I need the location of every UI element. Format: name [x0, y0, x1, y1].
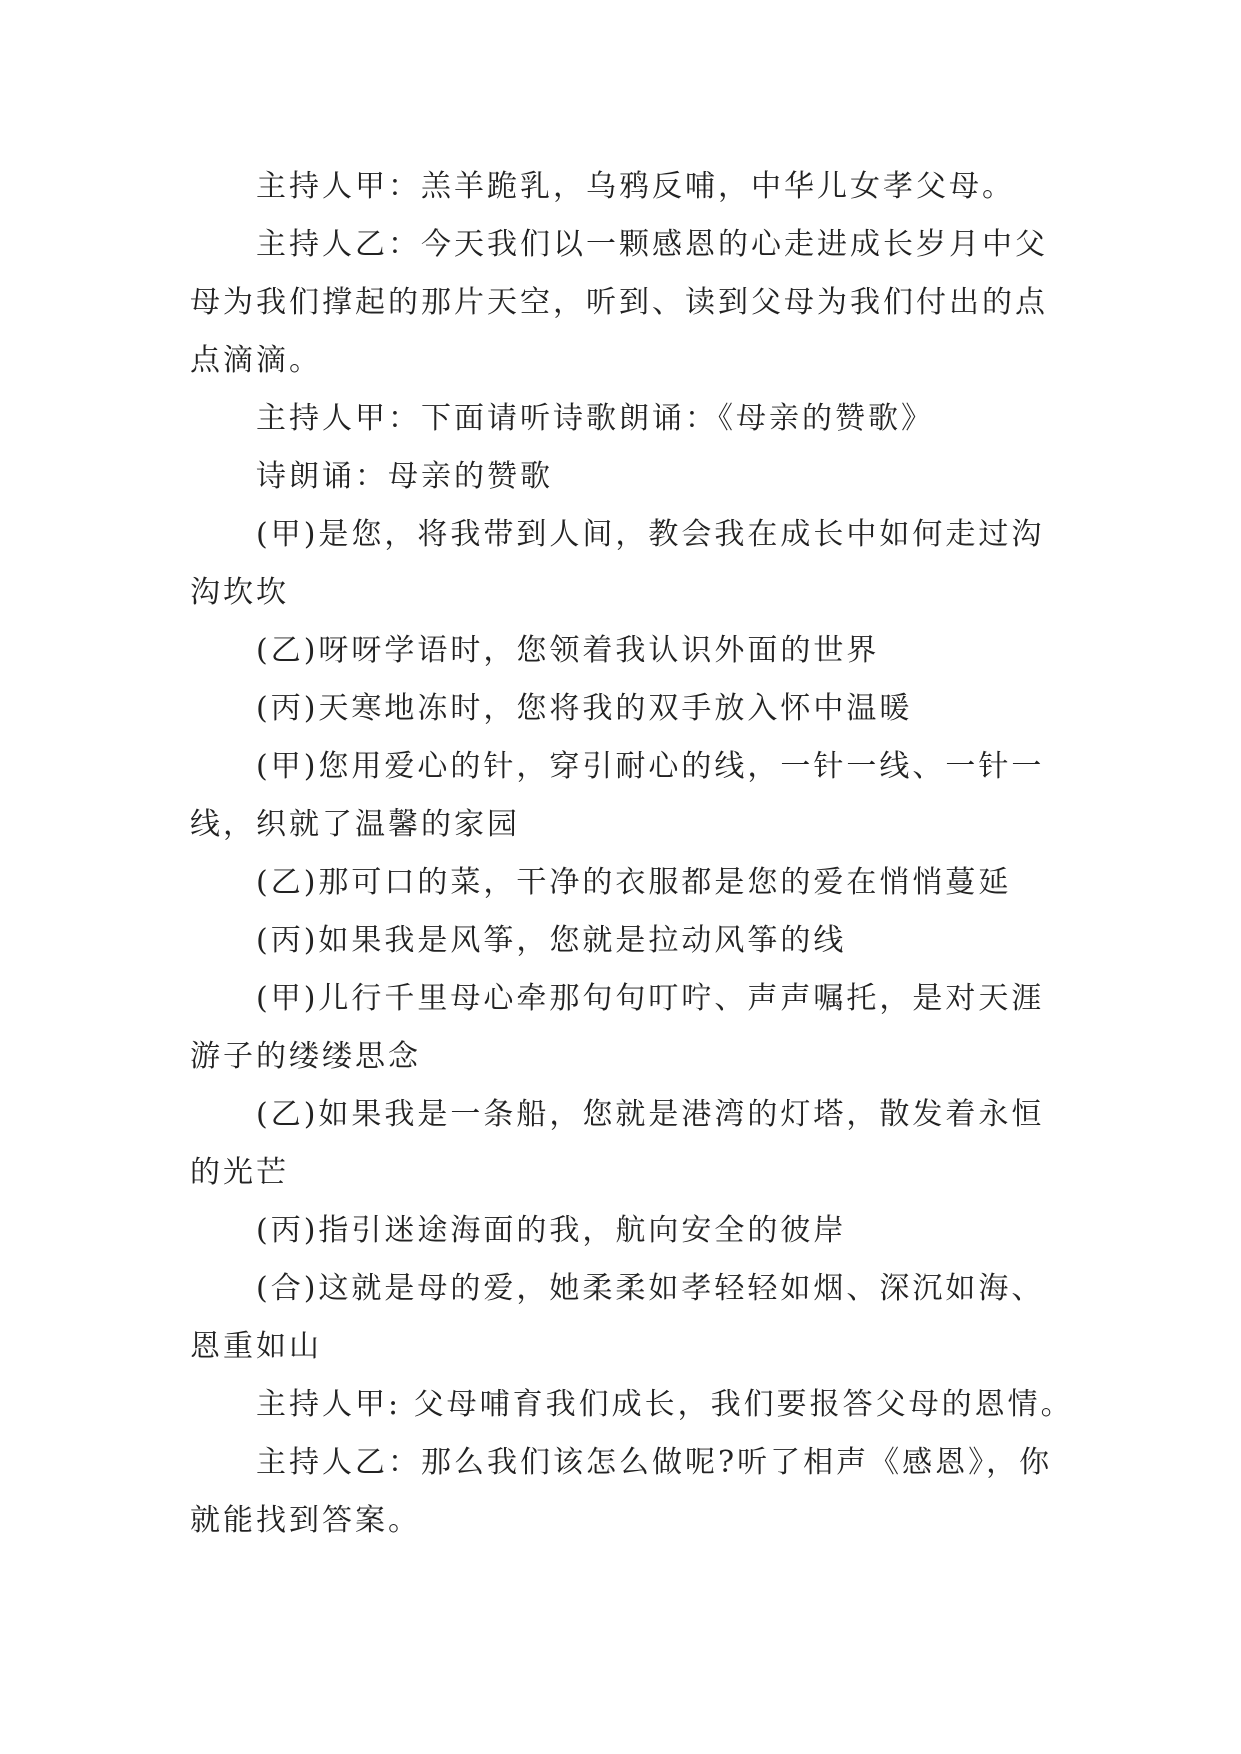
paragraph-verse: [190, 622, 1091, 680]
text-line: (乙)呀呀学语时，您领着我认识外面的世界: [256, 633, 880, 668]
text-line: 主持人甲：下面请听诗歌朗诵：《母亲的赞歌》: [256, 401, 934, 436]
paragraph-verse: [190, 1202, 1091, 1260]
paragraph-verse: [190, 1260, 1091, 1376]
paragraph-verse: [190, 970, 1091, 1086]
text-line: 线，织就了温馨的家园: [190, 807, 520, 842]
text-line: (乙)如果我是一条船，您就是港湾的灯塔，散发着永恒: [256, 1097, 1045, 1132]
text-line: 母为我们撑起的那片天空，听到、读到父母为我们付出的点: [190, 285, 1048, 320]
paragraph-verse: [190, 506, 1091, 622]
paragraph-verse: [190, 1086, 1091, 1202]
paragraph-poem-title: [190, 448, 1091, 506]
paragraph-host-a-announce: [190, 390, 1091, 448]
text-line: 主持人乙：今天我们以一颗感恩的心走进成长岁月中父: [256, 227, 1048, 262]
paragraph-host-b-closing: [190, 1434, 1091, 1550]
text-line: (丙)如果我是风筝，您就是拉动风筝的线: [256, 923, 847, 958]
text-line: 恩重如山: [190, 1329, 322, 1364]
text-line: (甲)是您，将我带到人间，教会我在成长中如何走过沟: [256, 517, 1045, 552]
text-line: 点滴滴。: [190, 343, 322, 378]
text-line: 主持人甲：羔羊跪乳，乌鸦反哺，中华儿女孝父母。: [256, 169, 1015, 204]
paragraph-host-a-closing: [190, 1376, 1091, 1434]
paragraph-host-b-intro: [190, 216, 1091, 390]
paragraph-verse: [190, 912, 1091, 970]
paragraph-verse: [190, 854, 1091, 912]
paragraph-verse: [190, 738, 1091, 854]
text-line: 主持人乙：那么我们该怎么做呢?听了相声《感恩》，你: [256, 1445, 1053, 1480]
paragraph-host-a-intro: [190, 158, 1091, 216]
text-line: 的光芒: [190, 1155, 289, 1190]
text-line: 沟坎坎: [190, 575, 289, 610]
text-line: 诗朗诵：母亲的赞歌: [256, 459, 553, 494]
text-line: (甲)您用爱心的针，穿引耐心的线，一针一线、一针一: [256, 749, 1045, 784]
text-line: (丙)天寒地冻时，您将我的双手放入怀中温暖: [256, 691, 913, 726]
text-line: 游子的缕缕思念: [190, 1039, 421, 1074]
text-line: (甲)儿行千里母心牵那句句叮咛、声声嘱托，是对天涯: [256, 981, 1045, 1016]
text-line: 就能找到答案。: [190, 1503, 421, 1538]
text-line: (丙)指引迷途海面的我，航向安全的彼岸: [256, 1213, 847, 1248]
paragraph-verse: [190, 680, 1091, 738]
text-line: (乙)那可口的菜，干净的衣服都是您的爱在悄悄蔓延: [256, 865, 1012, 900]
text-line: 主持人甲: 父母哺育我们成长，我们要报答父母的恩情。: [256, 1387, 1074, 1422]
text-line: (合)这就是母的爱，她柔柔如孝轻轻如烟、深沉如海、: [256, 1271, 1045, 1306]
